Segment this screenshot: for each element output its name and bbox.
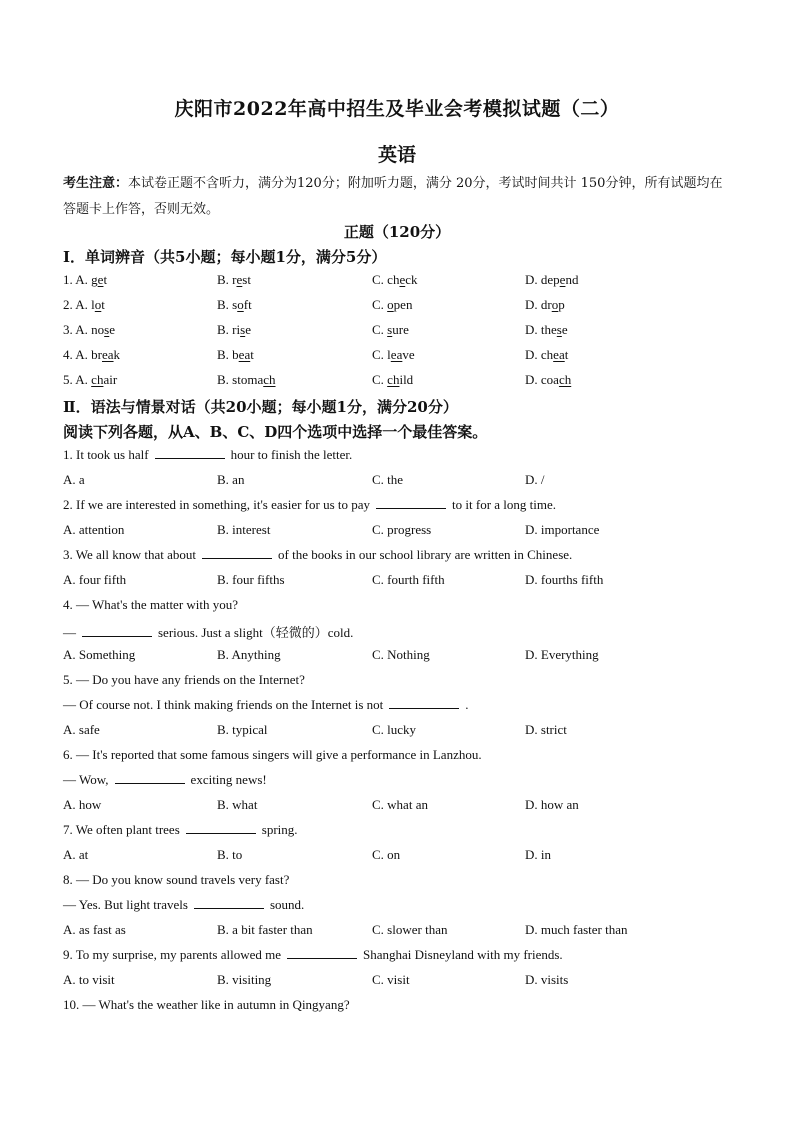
option: B. beat: [217, 347, 254, 362]
option: C. fourth fifth: [372, 572, 445, 587]
option: B. typical: [217, 722, 268, 737]
underlined-letters: ea: [390, 347, 403, 362]
option: D. Everything: [525, 647, 599, 662]
underlined-letters: ea: [238, 347, 251, 362]
option: C. slower than: [372, 922, 448, 937]
answer-blank: [202, 547, 272, 559]
underlined-letters: ch: [558, 372, 572, 387]
option: 4. A. break: [63, 347, 121, 362]
option: D. strict: [525, 722, 567, 737]
exam-notice: [63, 171, 731, 223]
option: C. what an: [372, 797, 428, 812]
option: B. interest: [217, 522, 271, 537]
notice-text: 本试卷正题不含听力，满分为120分；附加听力题，满分 20分，考试时间共计 150分钟，所有试题均在答题卡上作答，否则无效。: [63, 176, 723, 217]
underlined-letters: ea: [553, 347, 565, 362]
underlined-letters: e: [399, 272, 406, 287]
underlined-letters: ch: [387, 372, 400, 387]
underlined-letters: ch: [91, 372, 104, 387]
option: B. what: [217, 797, 258, 812]
option: A. at: [63, 847, 89, 862]
notice-label: 考生注意：: [63, 176, 129, 191]
question-line: 5. — Do you have any friends on the Internet?: [63, 672, 305, 687]
option: B. soft: [217, 297, 252, 312]
option: B. a bit faster than: [217, 922, 313, 937]
option: A. attention: [63, 522, 125, 537]
part2-instruction: 阅读下列各题，从A、B、C、D四个选项中选择一个最佳答案。: [63, 423, 488, 441]
option: D. much faster than: [525, 922, 628, 937]
underlined-letters: e: [559, 272, 566, 287]
option: C. sure: [372, 322, 409, 337]
option: B. Anything: [217, 647, 281, 662]
underlined-letters: e: [236, 272, 243, 287]
answer-blank: [194, 897, 264, 909]
option: 1. A. get: [63, 272, 108, 287]
answer-blank: [155, 447, 225, 459]
underlined-letters: s: [240, 322, 246, 337]
part1-heading: Ⅰ．单词辨音（共5小题；每小题1分，满分5分）: [63, 248, 387, 266]
option: A. how: [63, 797, 102, 812]
option: B. stomach: [217, 372, 276, 387]
underlined-letters: o: [387, 297, 394, 312]
option: B. visiting: [217, 972, 272, 987]
option: D. importance: [525, 522, 600, 537]
option: D. how an: [525, 797, 579, 812]
option: C. progress: [372, 522, 432, 537]
section-title: 正题（120分）: [343, 223, 451, 241]
answer-blank: [389, 697, 459, 709]
option: A. a: [63, 472, 85, 487]
option: D. visits: [525, 972, 569, 987]
question-line: — Of course not. I think making friends on the Internet is not .: [63, 697, 469, 712]
answer-blank: [115, 772, 185, 784]
answer-blank: [186, 822, 256, 834]
question-line: 10. — What's the weather like in autumn in Qingyang?: [63, 997, 350, 1012]
option: D. /: [525, 472, 545, 487]
option: 5. A. chair: [63, 372, 118, 387]
question-line: 6. — It's reported that some famous singers will give a performance in Lanzhou.: [63, 747, 482, 762]
option: A. Something: [63, 647, 136, 662]
exam-title: 庆阳市2022年高中招生及毕业会考模拟试题（二）: [174, 98, 620, 120]
underlined-letters: o: [237, 297, 244, 312]
option: C. leave: [372, 347, 415, 362]
option: C. check: [372, 272, 418, 287]
underlined-letters: s: [387, 322, 393, 337]
option: D. fourths fifth: [525, 572, 604, 587]
option: 3. A. nose: [63, 322, 116, 337]
question-line: 4. — What's the matter with you?: [63, 597, 239, 612]
option: C. on: [372, 847, 401, 862]
question-line: — Wow, exciting news!: [63, 772, 267, 787]
option: C. visit: [372, 972, 410, 987]
option: D. cheat: [525, 347, 569, 362]
option: D. in: [525, 847, 551, 862]
part2-heading: Ⅱ．语法与情景对话（共20小题；每小题1分，满分20分）: [63, 398, 458, 416]
question-line: 1. It took us half hour to finish the letter.: [63, 447, 353, 462]
option: B. rise: [217, 322, 251, 337]
option: D. drop: [525, 297, 565, 312]
question-line: 2. If we are interested in something, it's easier for us to pay to it for a long time.: [63, 497, 557, 512]
question-line: 3. We all know that about of the books in our school library are written in Chinese.: [63, 547, 573, 562]
subject-title: 英语: [377, 144, 416, 166]
underlined-letters: e: [97, 272, 104, 287]
option: A. as fast as: [63, 922, 126, 937]
option: D. these: [525, 322, 568, 337]
option: C. Nothing: [372, 647, 430, 662]
option: A. to visit: [63, 972, 115, 987]
option: A. safe: [63, 722, 100, 737]
option: A. four fifth: [63, 572, 127, 587]
question-line: — serious. Just a slight（轻微的）cold.: [63, 625, 354, 640]
option: B. four fifths: [217, 572, 285, 587]
answer-blank: [376, 497, 446, 509]
option: B. to: [217, 847, 243, 862]
option: 2. A. lot: [63, 297, 105, 312]
question-line: — Yes. But light travels sound.: [63, 897, 305, 912]
question-line: 9. To my surprise, my parents allowed me Shanghai Disneyland with my friends.: [63, 947, 563, 962]
option: C. open: [372, 297, 413, 312]
question-line: 8. — Do you know sound travels very fast?: [63, 872, 290, 887]
option: D. depend: [525, 272, 579, 287]
option: C. child: [372, 372, 414, 387]
option: D. coach: [525, 372, 572, 387]
option: B. rest: [217, 272, 251, 287]
underlined-letters: s: [104, 322, 110, 337]
underlined-letters: o: [94, 297, 102, 312]
answer-blank: [82, 625, 152, 637]
answer-blank: [287, 947, 357, 959]
underlined-letters: ea: [102, 347, 114, 362]
underlined-letters: s: [556, 322, 562, 337]
option: C. the: [372, 472, 404, 487]
option: C. lucky: [372, 722, 417, 737]
underlined-letters: ch: [263, 372, 276, 387]
question-line: 7. We often plant trees spring.: [63, 822, 298, 837]
option: B. an: [217, 472, 245, 487]
underlined-letters: o: [551, 297, 559, 312]
